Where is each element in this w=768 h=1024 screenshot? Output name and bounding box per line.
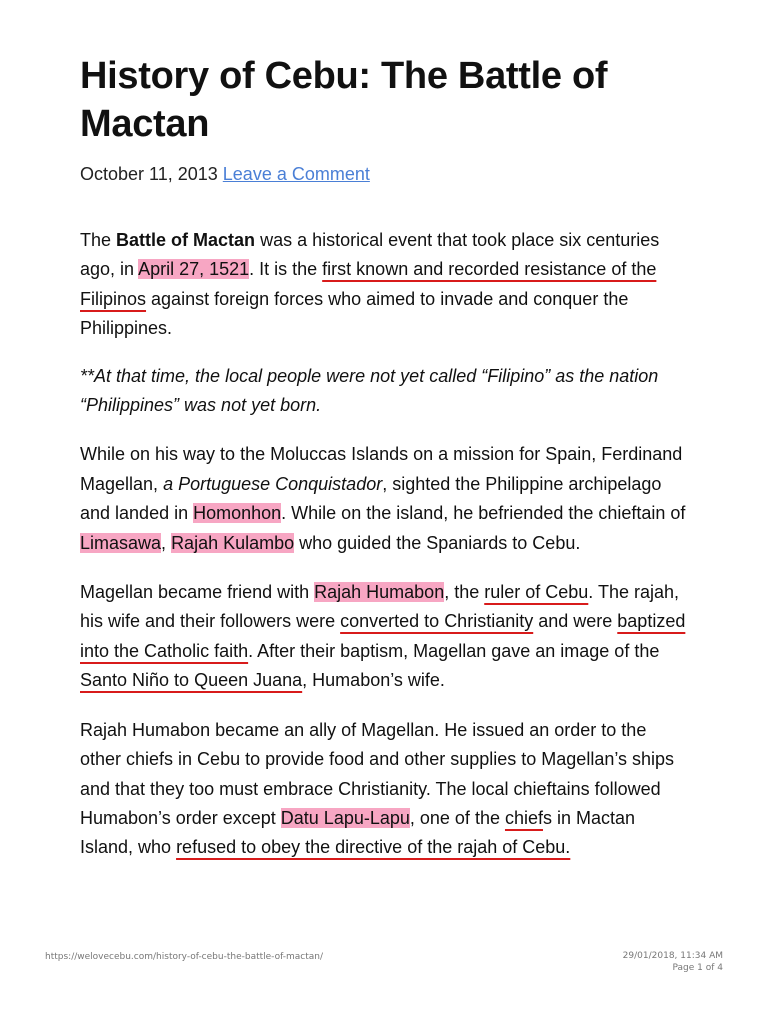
text-run: against foreign forces who aimed to invade and conquer the Philippines. xyxy=(80,288,629,339)
text-run: , Humabon’s wife. xyxy=(302,670,445,691)
paragraph-2 xyxy=(80,362,692,421)
highlighted-text: Rajah Kulambo xyxy=(171,532,295,553)
text-run: . The rajah, his wife and their followers were xyxy=(80,582,680,632)
text-run: , the xyxy=(444,582,485,603)
underlined-text: baptized into the Catholic faith xyxy=(80,611,686,661)
text-run: , sighted the Philippine archipelago and landed in xyxy=(80,473,662,524)
underlined-text: chief xyxy=(504,807,543,828)
footer-info xyxy=(623,950,723,974)
text-run: The xyxy=(80,230,117,250)
text-run: . It is the xyxy=(249,259,323,280)
article xyxy=(80,52,692,863)
highlighted-text: Datu Lapu-Lapu xyxy=(280,807,410,828)
text-run: Magellan became friend with xyxy=(80,582,315,603)
highlighted-text: Homonhon xyxy=(193,503,282,524)
text-run: Rajah Humabon became an ally of Magellan. He issued an order to the other chiefs in Cebu to provide food and other supplies to Magellan’s ships and that they too must embrace Christianity. The local chieftains followed Humabon’s order except xyxy=(80,719,675,828)
leave-comment-link[interactable]: Leave a Comment xyxy=(222,164,370,184)
footer-timestamp: 29/01/2018, 11:34 AM xyxy=(622,951,723,961)
paragraph-5 xyxy=(80,716,692,863)
paragraph-4 xyxy=(80,578,692,696)
text-run: While on his way to the Moluccas Islands on a mission for Spain, Ferdinand Magellan, xyxy=(80,444,683,494)
paragraph-3 xyxy=(80,440,692,558)
page-title: History of Cebu: The Battle of Mactan xyxy=(80,55,608,145)
footer-page-number: Page 1 of 4 xyxy=(672,963,723,973)
post-meta xyxy=(80,162,692,186)
italic-text: a Portuguese Conquistador xyxy=(163,473,383,494)
text-run: . After their baptism, Magellan gave an image of the xyxy=(248,640,660,661)
underlined-text: ruler of Cebu xyxy=(484,582,589,603)
highlighted-text: Limasawa xyxy=(80,532,162,553)
text-run: . While on the island, he befriended the chieftain of xyxy=(281,503,686,524)
text-run: was a historical event that took place six centuries ago, in xyxy=(80,230,660,280)
bold-text: Battle of Mactan xyxy=(116,230,256,250)
text-run: **At that time, the local people were not yet called “Filipino” as the nation “Philippines” was not yet born. xyxy=(80,365,659,416)
highlighted-text: April 27, 1521 xyxy=(138,259,250,280)
paragraph-1 xyxy=(80,226,692,344)
footer-url: https://welovecebu.com/history-of-cebu-the-battle-of-mactan/ xyxy=(45,952,324,962)
underlined-text: refused to obey the directive of the rajah of Cebu. xyxy=(176,837,571,858)
text-run: , xyxy=(161,532,172,553)
underlined-text: converted to Christianity xyxy=(340,611,534,632)
text-run: , one of the xyxy=(409,807,505,828)
text-run: and were xyxy=(533,611,618,632)
underlined-text: Santo Niño to Queen Juana xyxy=(80,670,303,691)
underlined-text: first known and recorded resistance of the Filipinos xyxy=(80,259,657,309)
text-run: s in Mactan Island, who xyxy=(80,807,636,858)
text-run: who guided the Spaniards to Cebu. xyxy=(294,532,581,553)
post-date: October 11, 2013 xyxy=(80,164,218,184)
highlighted-text: Rajah Humabon xyxy=(314,582,445,603)
